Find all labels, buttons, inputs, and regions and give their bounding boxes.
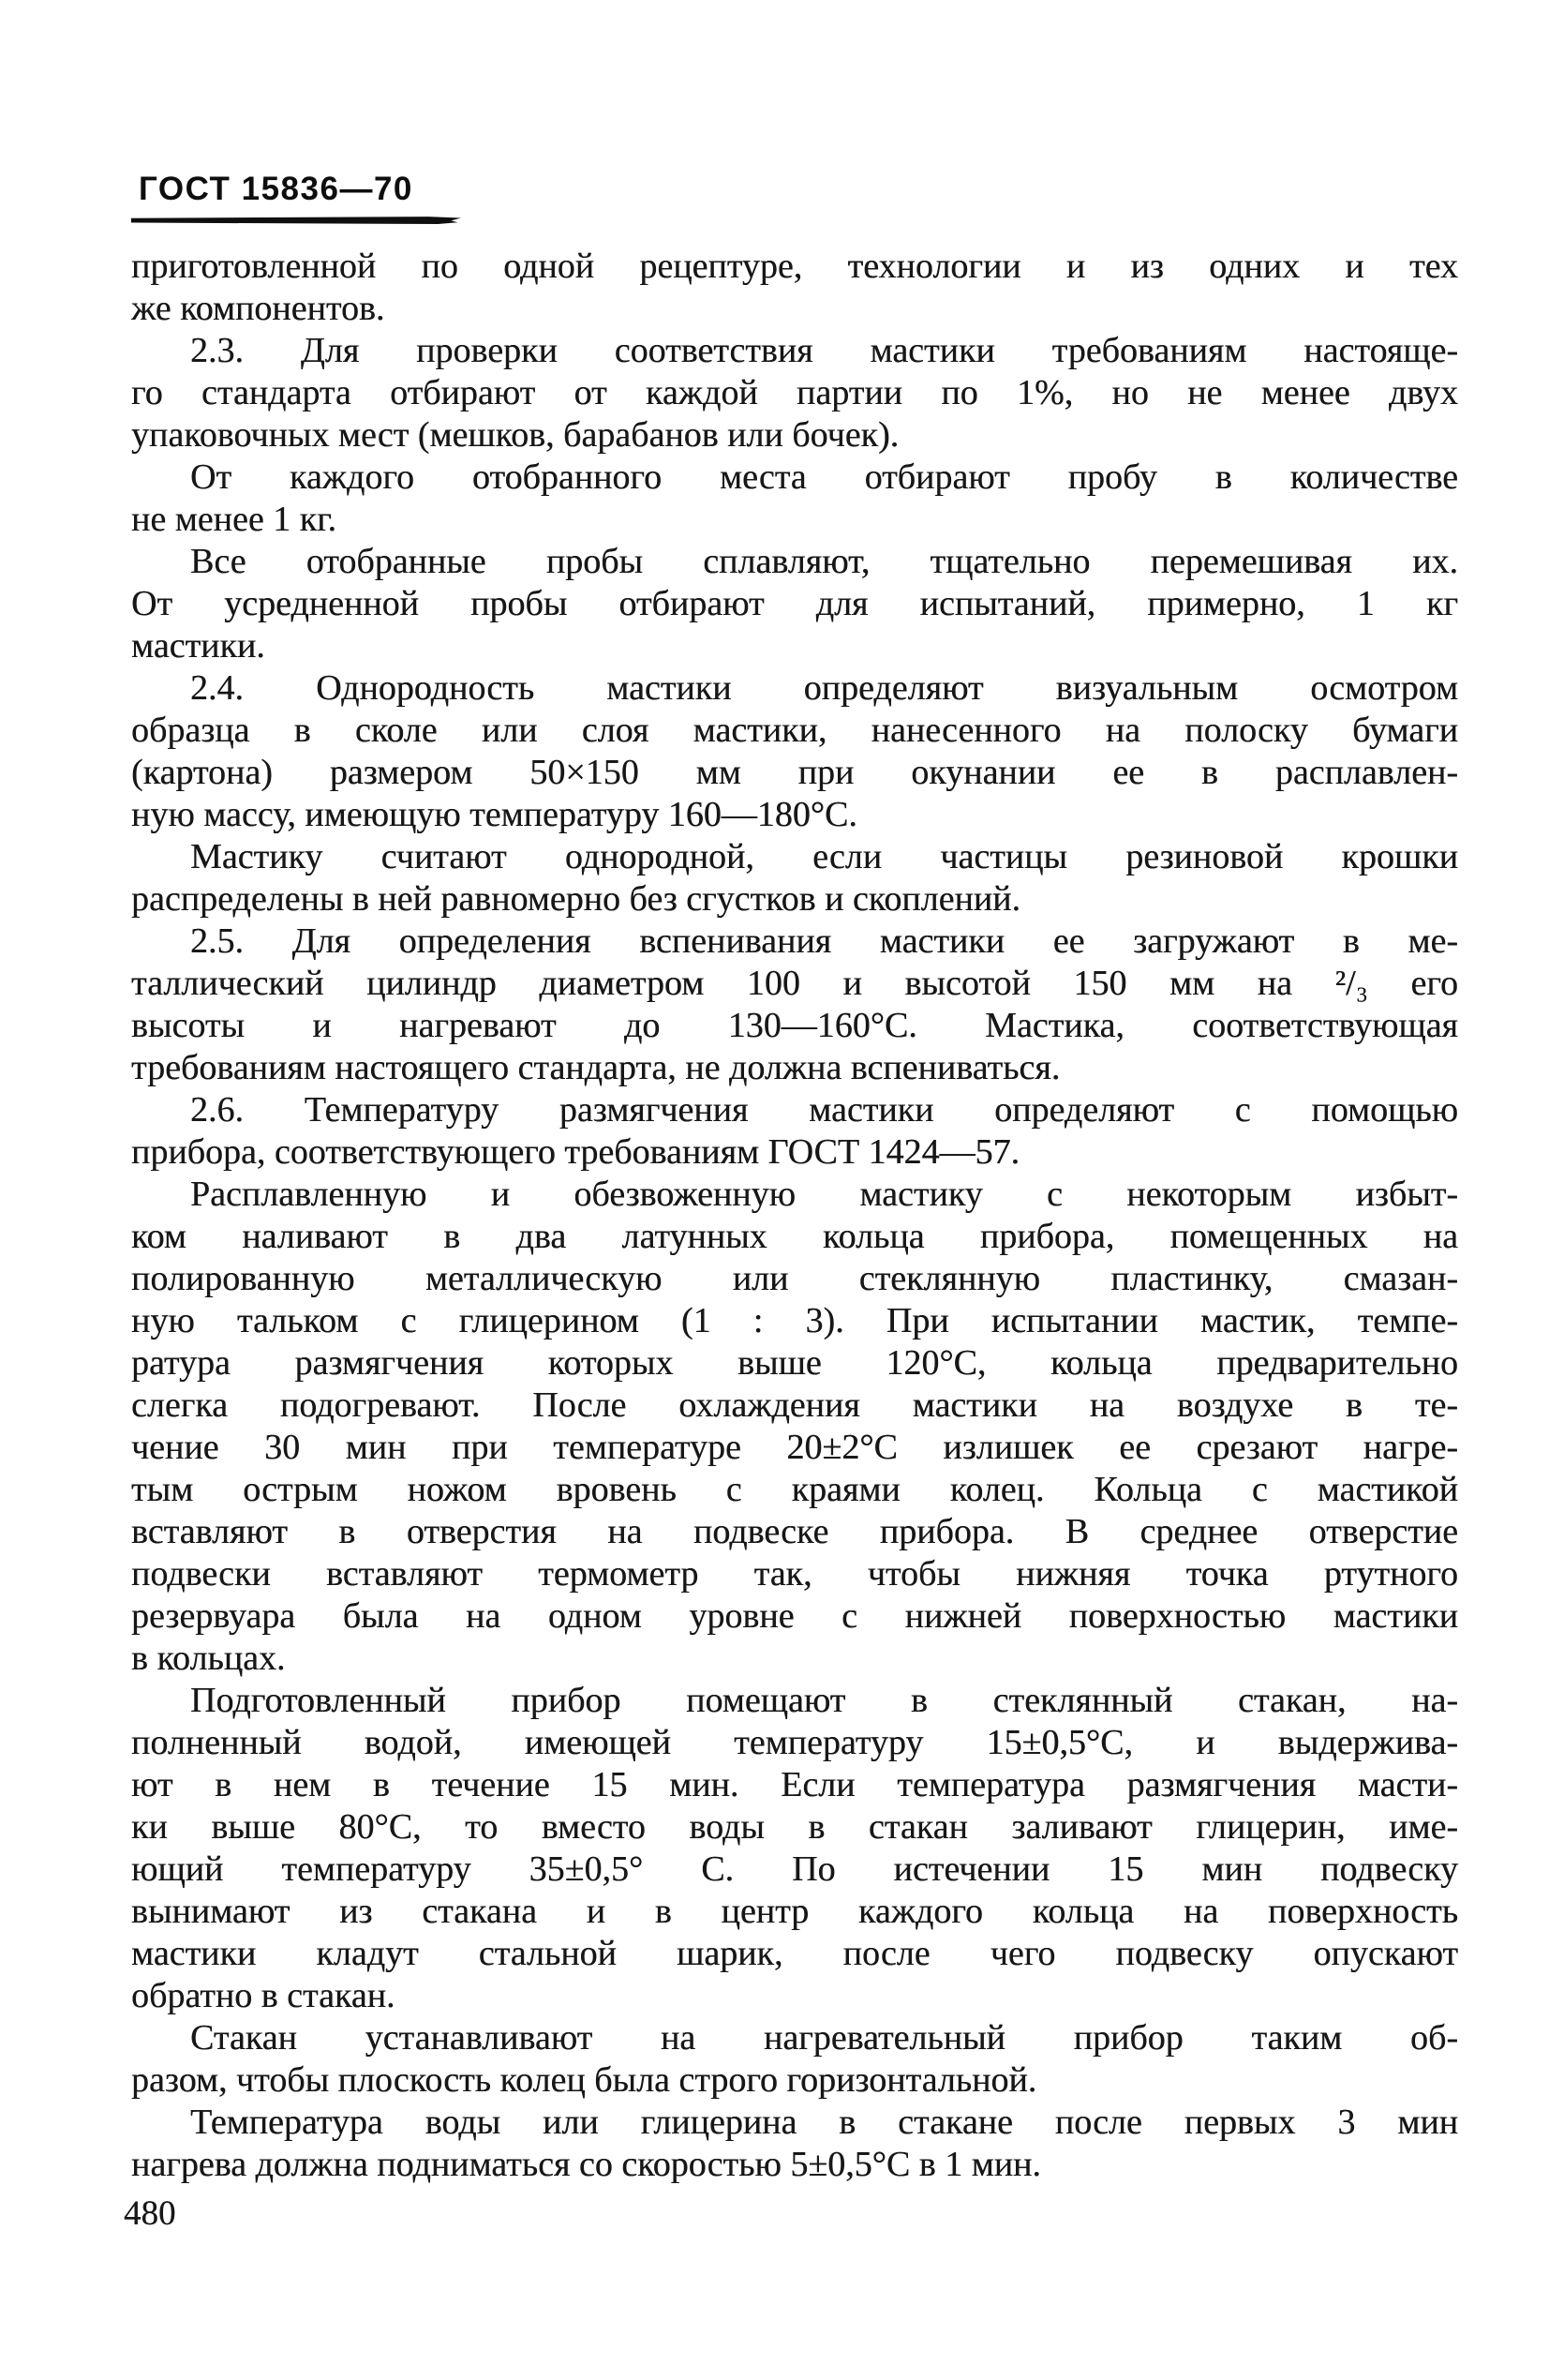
text-line: же компонентов. (131, 289, 385, 328)
document-text-body (131, 246, 1458, 2186)
text-line: Температура воды или глицерина в стакане после первых 3 мин (190, 2103, 1458, 2142)
paragraph (131, 1174, 1458, 1680)
text-line: чение 30 мин при температуре 20±2°С излишек ее срезают нагре- (131, 1428, 1458, 1467)
text-line: (картона) размером 50×150 мм при окунании ее в расплавлен- (131, 753, 1458, 792)
text-line: нагрева должна подниматься со скоростью 5±0,5°С в 1 мин. (131, 2145, 1041, 2184)
text-line: ную массу, имеющую температуру 160—180°С. (131, 795, 857, 834)
paragraph (131, 246, 1458, 330)
text-line: Все отобранные пробы сплавляют, тщательно перемешивая их. (190, 542, 1458, 581)
text-line: в кольцах. (131, 1639, 286, 1678)
text-line: обратно в стакан. (131, 1976, 395, 2015)
paragraph (131, 921, 1458, 1089)
text-line: ратура размягчения которых выше 120°С, кольца предварительно (131, 1343, 1458, 1383)
text-line: ющий температуру 35±0,5° С. По истечении 15 мин подвеску (131, 1849, 1458, 1889)
text-line: приготовленной по одной рецептуре, технологии и из одних и тех (131, 247, 1458, 286)
paragraph (131, 541, 1458, 667)
paragraph (131, 667, 1458, 836)
text-line: Расплавленную и обезвоженную мастику с некоторым избыт- (190, 1175, 1458, 1214)
paragraph (131, 2017, 1458, 2102)
text-line: высоты и нагревают до 130—160°С. Мастика, соответствующая (131, 1006, 1458, 1045)
text-line: ки выше 80°С, то вместо воды в стакан заливают глицерин, име- (131, 1807, 1458, 1847)
text-line: 2.5. Для определения вспенивания мастики ее загружают в ме- (190, 921, 1458, 961)
paragraph (131, 330, 1458, 457)
text-line: 2.3. Для проверки соответствия мастики требованиям настояще- (190, 331, 1458, 370)
text-line: не менее 1 кг. (131, 500, 336, 539)
text-line: мастики. (131, 626, 265, 666)
text-line: упаковочных мест (мешков, барабанов или бочек). (131, 415, 900, 455)
text-line: разом, чтобы плоскость колец была строго горизонтальной. (131, 2060, 1037, 2100)
text-line: ную тальком с глицерином (1 : 3). При испытании мастик, темпе- (131, 1301, 1458, 1340)
text-line: мастики кладут стальной шарик, после чего подвеску опускают (131, 1934, 1458, 1973)
text-line: слегка подогревают. После охлаждения мастики на воздухе в те- (131, 1385, 1458, 1425)
paragraph (131, 836, 1458, 921)
paragraph (131, 1089, 1458, 1174)
text-line: полированную металлическую или стеклянную пластинку, смазан- (131, 1259, 1458, 1298)
paragraph (131, 2102, 1458, 2186)
text-line: подвески вставляют термометр так, чтобы нижняя точка ртутного (131, 1554, 1458, 1594)
text-line: Мастику считают однородной, если частицы резиновой крошки (190, 837, 1458, 876)
text-line: полненный водой, имеющей температуру 15±0,5°С, и выдержива- (131, 1723, 1458, 1762)
text-line: прибора, соответствующего требованиям ГОСТ 1424—57. (131, 1132, 1020, 1172)
paragraph (131, 457, 1458, 541)
standard-number-heading: ГОСТ 15836—70 (139, 171, 413, 207)
text-line: го стандарта отбирают от каждой партии по 1%, но не менее двух (131, 373, 1458, 412)
text-line: требованиям настоящего стандарта, не должна вспениваться. (131, 1048, 1061, 1087)
text-line: 2.4. Однородность мастики определяют визуальным осмотром (190, 668, 1458, 708)
text-line: От каждого отобранного места отбирают пробу в количестве (190, 457, 1458, 497)
text-line: вставляют в отверстия на подвеске прибора. В среднее отверстие (131, 1512, 1458, 1551)
text-line: резервуара была на одном уровне с нижней поверхностью мастики (131, 1596, 1458, 1636)
text-line: тым острым ножом вровень с краями колец. Кольца с мастикой (131, 1470, 1458, 1509)
text-line: распределены в ней равномерно без сгустков и скоплений. (131, 879, 1020, 919)
text-line: ют в нем в течение 15 мин. Если температура размягчения масти- (131, 1765, 1458, 1804)
text-line: таллический цилиндр диаметром 100 и высотой 150 мм на ²/₃ его (131, 964, 1458, 1003)
paragraph (131, 1680, 1458, 2017)
text-line: вынимают из стакана и в центр каждого кольца на поверхность (131, 1892, 1458, 1931)
page-number: 480 (124, 2194, 176, 2233)
text-line: От усредненной пробы отбирают для испытаний, примерно, 1 кг (131, 584, 1458, 623)
header-underline (131, 217, 461, 224)
text-line: Подготовленный прибор помещают в стеклянный стакан, на- (190, 1681, 1458, 1720)
text-line: ком наливают в два латунных кольца прибора, помещенных на (131, 1217, 1458, 1256)
text-line: образца в сколе или слоя мастики, нанесенного на полоску бумаги (131, 711, 1458, 750)
text-line: 2.6. Температуру размягчения мастики определяют с помощью (190, 1090, 1458, 1130)
text-line: Стакан устанавливают на нагревательный прибор таким об- (190, 2018, 1458, 2058)
